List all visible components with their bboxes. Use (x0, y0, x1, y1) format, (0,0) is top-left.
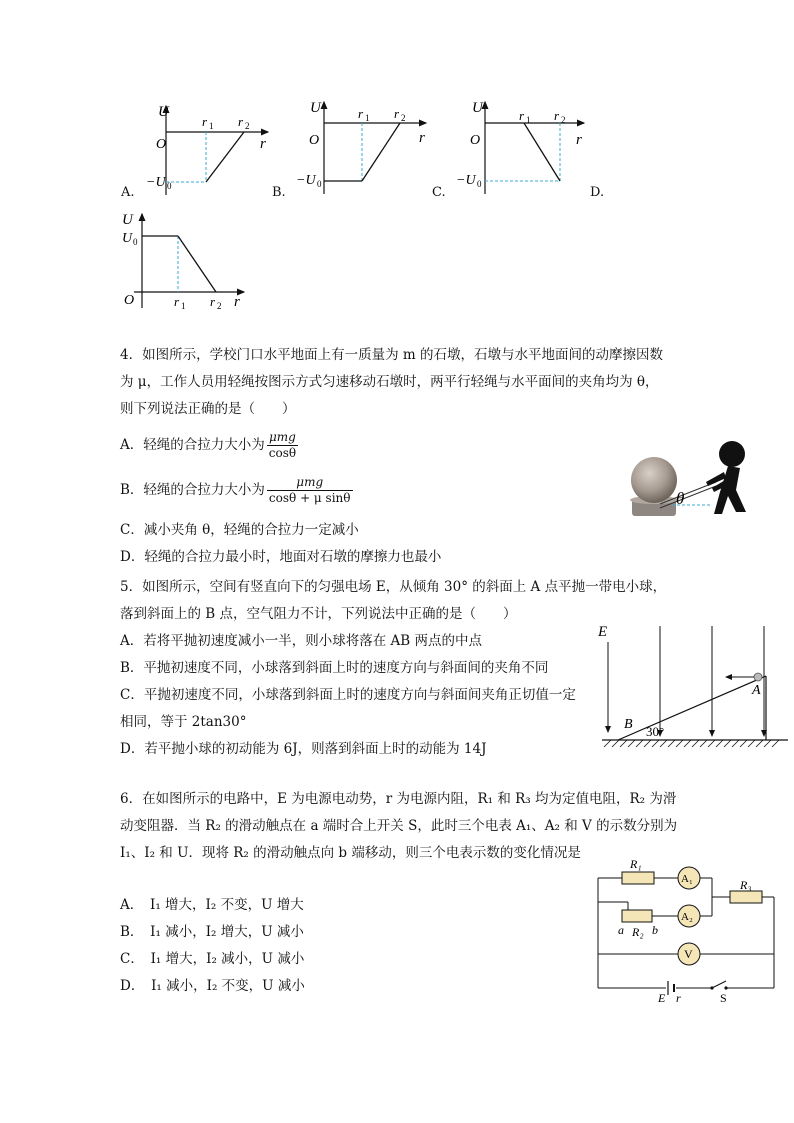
theta-label: θ (676, 489, 685, 508)
svg-text:r: r (519, 108, 525, 123)
svg-text:r: r (576, 132, 582, 148)
q6-option-b: B． I₁ 减小，I₂ 增大，U 减小 (120, 924, 304, 940)
svg-text:r: r (419, 130, 425, 146)
graph-d (116, 208, 256, 312)
option-c-label: C. (432, 185, 446, 200)
svg-text:1: 1 (365, 113, 370, 123)
q4-option-b: B．轻绳的合拉力大小为 $\frac{\text{μmg}}{\text{cosθ + μ sinθ}}$ (120, 475, 351, 505)
graph-c (454, 96, 594, 200)
svg-text:r: r (676, 991, 681, 1004)
graph-b (294, 96, 434, 200)
q4-stem-line2: 为 μ，工作人员用轻绳按图示方式匀速移动石墩时，两平行轻绳与水平面间的夹角均为 θ， (120, 374, 659, 390)
q5-option-d: D．若平抛小球的初动能为 6J，则落到斜面上时的动能为 14J (120, 741, 487, 757)
q6-stem-line2: 动变阻器．当 R₂ 的滑动触点在 a 端时合上开关 S，此时三个电表 A₁、A₂ 和 V 的示数分别为 (120, 818, 678, 834)
svg-text:r: r (238, 114, 244, 129)
svg-text:2: 2 (217, 301, 222, 311)
q6-stem-line3: I₁、I₂ 和 U．现将 R₂ 的滑动触点向 b 端移动，则三个电表示数的变化情况是 (120, 845, 581, 861)
option-a-label: A. (121, 185, 135, 200)
q4-stem-line1: 4．如图所示，学校门口水平地面上有一质量为 m 的石墩，石墩与水平地面间的动摩擦因数 (120, 347, 663, 363)
svg-text:2: 2 (401, 113, 406, 123)
svg-text:r: r (210, 294, 216, 309)
q6-option-c: C． I₁ 增大，I₂ 减小，U 减小 (120, 951, 305, 967)
svg-text:−U: −U (296, 173, 316, 188)
svg-text:0: 0 (167, 181, 172, 191)
q5-option-c-line1: C．平抛初速度不同，小球落到斜面上时的速度方向与斜面间夹角正切值一定 (120, 687, 576, 703)
svg-text:O: O (309, 133, 320, 148)
q6-circuit (590, 852, 786, 1004)
point-a-label: A (752, 683, 761, 698)
svg-text:2: 2 (561, 115, 566, 125)
option-b-label: B. (272, 185, 286, 200)
q4-option-c: C．减小夹角 θ，轻绳的合拉力一定减小 (120, 522, 359, 538)
ball (754, 673, 762, 681)
svg-text:0: 0 (477, 179, 482, 189)
r2-rheostat (622, 910, 652, 922)
q6-option-a: A． I₁ 增大，I₂ 不变，U 增大 (120, 897, 304, 913)
svg-text:R₁: R₁ (630, 857, 642, 871)
svg-text:−U: −U (146, 175, 166, 190)
r1-resistor (622, 872, 654, 884)
svg-text:U: U (472, 100, 483, 116)
svg-text:r: r (202, 114, 208, 129)
field-e-label: E (598, 624, 608, 640)
svg-text:r: r (554, 108, 560, 123)
graph-line (206, 132, 244, 182)
svg-text:U: U (310, 100, 321, 116)
q5-figure (594, 618, 790, 750)
svg-text:r: r (234, 294, 240, 310)
q4-figure (624, 432, 764, 524)
svg-text:r: r (174, 294, 180, 309)
r3-resistor (730, 891, 762, 903)
svg-text:1: 1 (181, 301, 186, 311)
svg-text:r: r (394, 106, 400, 121)
graph-a (140, 100, 280, 200)
svg-text:S: S (720, 991, 727, 1004)
svg-text:A₁: A₁ (681, 873, 693, 885)
worker-head (719, 441, 745, 467)
q5-option-b: B．平抛初速度不同，小球落到斜面上时的速度方向与斜面间的夹角不同 (120, 660, 549, 676)
svg-text:O: O (470, 133, 481, 148)
svg-text:U: U (122, 212, 133, 228)
q5-option-c-line2: 相同，等于 2tan30° (120, 714, 247, 730)
svg-text:1: 1 (526, 115, 531, 125)
origin-label: O (156, 137, 167, 152)
svg-text:0: 0 (317, 179, 322, 189)
svg-text:−U: −U (456, 173, 476, 188)
worker-body (714, 466, 746, 514)
svg-text:1: 1 (209, 121, 214, 131)
q4-option-d: D．轻绳的合拉力最小时，地面对石墩的摩擦力也最小 (120, 549, 442, 565)
switch-s (724, 986, 727, 989)
q6-stem-line1: 6．在如图所示的电路中，E 为电源电动势，r 为电源内阻，R₁ 和 R₃ 均为定值电阻，R₂ 为滑 (120, 791, 677, 807)
q6-option-d: D． I₁ 减小，I₂ 不变，U 减小 (120, 978, 305, 994)
q5-option-a: A．若将平抛初速度减小一半，则小球将落在 AB 两点的中点 (120, 633, 483, 649)
svg-text:0: 0 (133, 237, 138, 247)
svg-text:E: E (658, 991, 666, 1004)
svg-text:b: b (652, 923, 658, 937)
q5-stem-line2: 落到斜面上的 B 点，空气阻力不计，下列说法中正确的是（ ） (120, 606, 517, 622)
svg-text:V: V (684, 947, 693, 961)
svg-text:a: a (618, 923, 624, 937)
svg-text:r: r (358, 106, 364, 121)
point-b-label: B (624, 717, 633, 732)
q4-stem-line3: 则下列说法正确的是（ ） (120, 401, 296, 417)
option-d-label: D. (590, 185, 605, 200)
svg-text:R₃: R₃ (740, 878, 752, 892)
svg-text:U: U (122, 231, 133, 246)
u-label: U (158, 104, 169, 120)
q4-option-a: A．轻绳的合拉力大小为 $\frac{\text{μmg}}{\cos\theta}$ (120, 430, 297, 460)
svg-text:O: O (124, 293, 135, 308)
r-label: r (260, 136, 266, 152)
svg-text:R₂: R₂ (632, 925, 644, 939)
angle-label: 30° (646, 724, 665, 739)
svg-text:A₂: A₂ (681, 911, 693, 923)
incline (618, 676, 766, 740)
q5-stem-line1: 5．如图所示，空间有竖直向下的匀强电场 E，从倾角 30° 的斜面上 A 点平抛一带电小球， (120, 579, 667, 595)
svg-text:2: 2 (245, 121, 250, 131)
stone-ball (631, 457, 677, 503)
